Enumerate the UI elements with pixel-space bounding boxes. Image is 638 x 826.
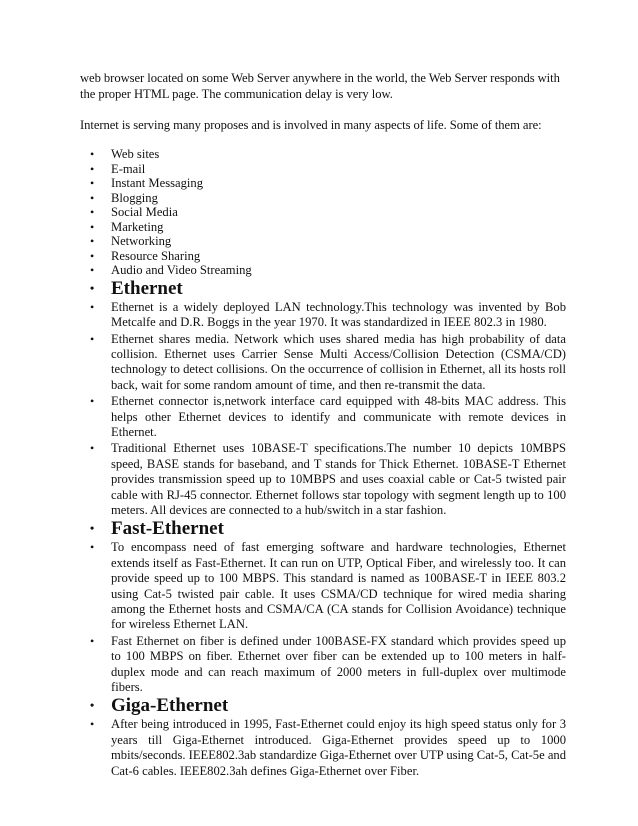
list-item-marketing: • Marketing [80,220,566,235]
section-heading-giga-ethernet: • Giga-Ethernet [80,695,566,716]
fast-ethernet-point-1: • To encompass need of fast emerging software and hardware technologies, Ethernet extends itself as Fast-Ethernet. It can run on UTP, Optical Fiber, and wirelessly too. It can provide speed up to 100 MBPS. This standard is named as 100BASE-T in IEEE 803.2 using Cat-5 twisted pair cable. It uses CSMA/CD technique for wired media sharing among the Ethernet hosts and CSMA/CA (CA stands for Collision Avoidance) technique for wireless Ethernet LAN. [80,540,566,632]
section-heading-fast-ethernet: • Fast-Ethernet [80,518,566,539]
intro-paragraph: web browser located on some Web Server anywhere in the world, the Web Server responds with the proper HTML page. The communication delay is very low. [80,71,560,102]
fast-ethernet-point-2: • Fast Ethernet on fiber is defined under 100BASE-FX standard which provides speed up to 100 MBPS on fiber. Ethernet over fiber can be extended up to 100 meters in half-duplex mode and can reach maximum of 2000 meters in full-duplex over multimode fibers. [80,634,566,696]
list-item-resource-sharing: • Resource Sharing [80,249,566,264]
ethernet-point-1: • Ethernet is a widely deployed LAN technology.This technology was invented by Bob Metcalfe and D.R. Boggs in the year 1970. It was standardized in IEEE 802.3 in 1980. [80,300,566,331]
section-heading-ethernet: • Ethernet [80,278,566,299]
ethernet-point-4: • Traditional Ethernet uses 10BASE-T specifications.The number 10 depicts 10MBPS speed, BASE stands for baseband, and T stands for Thick Ethernet. 10BASE-T Ethernet provides transmission speed up to 10MBPS and uses coaxial cable or Cat-5 twisted pair cable with RJ-45 connector. Ethernet follows star topology with segment length up to 100 meters. All devices are connected to a hub/switch in a star fashion. [80,441,566,518]
ethernet-point-2: • Ethernet shares media. Network which uses shared media has high probability of data collision. Ethernet uses Carrier Sense Multi Access/Collision Detection (CSMA/CD) technology to detect collisions. On the occurrence of collision in Ethernet, all its hosts roll back, wait for some random amount of time, and then re-transmit the data. [80,332,566,394]
bullet-list [80,147,566,779]
list-item-instant-messaging: • Instant Messaging [80,176,566,191]
giga-ethernet-point-1: • After being introduced in 1995, Fast-Ethernet could enjoy its high speed status only for 3 years till Giga-Ethernet introduced. Giga-Ethernet provides speed up to 1000 mbits/seconds. IEEE802.3ab standardize Giga-Ethernet over UTP using Cat-5, Cat-5e and Cat-6 cables. IEEE802.3ah defines Giga-Ethernet over Fiber. [80,717,566,779]
uses-paragraph: Internet is serving many proposes and is involved in many aspects of life. Some of them are: [80,117,542,132]
list-item-email: • E-mail [80,162,566,177]
list-item-web-sites: • Web sites [80,147,566,162]
list-item-networking: • Networking [80,234,566,249]
list-item-audio-video-streaming: • Audio and Video Streaming [80,263,566,278]
list-item-blogging: • Blogging [80,191,566,206]
ethernet-point-3: • Ethernet connector is,network interface card equipped with 48-bits MAC address. This helps other Ethernet devices to identify and communicate with remote devices in Ethernet. [80,394,566,440]
list-item-social-media: • Social Media [80,205,566,220]
